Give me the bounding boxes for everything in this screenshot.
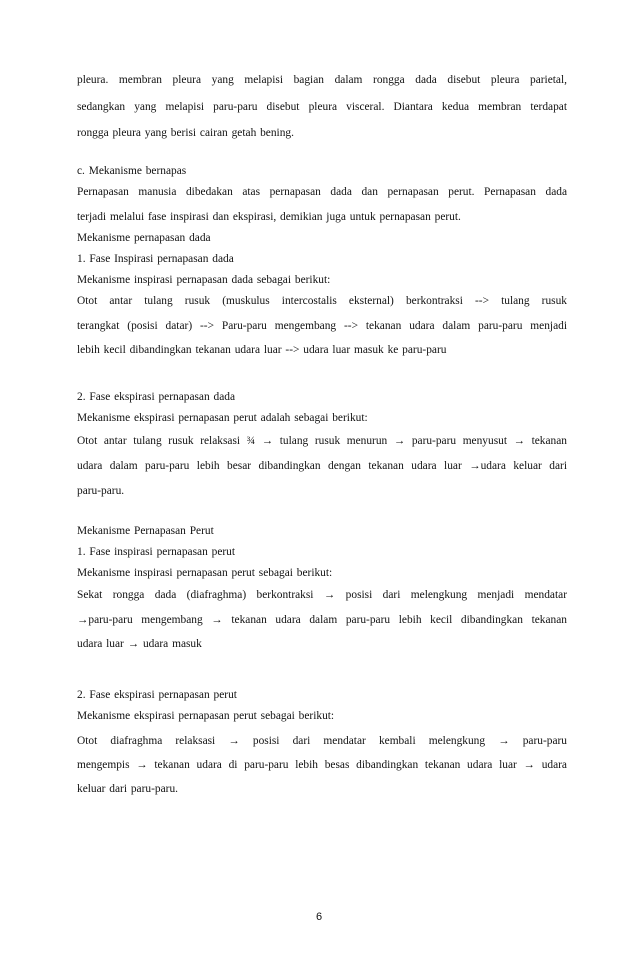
text-line: Pernapasan manusia dibedakan atas pernapasan dada dan pernapasan perut. Pernapasan dada — [77, 186, 567, 198]
text-line: Sekat rongga dada (diafraghma) berkontraksi → posisi dari melengkung menjadi mendatar — [77, 589, 567, 601]
text-line: Otot antar tulang rusuk (muskulus intercostalis eksternal) berkontraksi --> tulang rusuk — [77, 295, 567, 307]
text-line: Mekanisme ekspirasi pernapasan perut sebagai berikut: — [77, 710, 335, 722]
text-line: pleura. membran pleura yang melapisi bagian dalam rongga dada disebut pleura parietal, — [77, 74, 567, 86]
subheading: 2. Fase ekspirasi pernapasan perut — [77, 689, 237, 701]
text-line: terjadi melalui fase inspirasi dan ekspirasi, demikian juga untuk pernapasan perut. — [77, 211, 461, 223]
text-line: paru-paru. — [77, 485, 125, 497]
page-number: 6 — [315, 911, 323, 923]
subheading: 2. Fase ekspirasi pernapasan dada — [77, 391, 236, 403]
subheading: Mekanisme Pernapasan Perut — [77, 525, 214, 537]
subheading: 1. Fase inspirasi pernapasan perut — [77, 546, 236, 558]
text-line: terangkat (posisi datar) --> Paru-paru mengembang --> tekanan udara dalam paru-paru menjadi — [77, 320, 567, 332]
text-line: lebih kecil dibandingkan tekanan udara luar --> udara luar masuk ke paru-paru — [77, 344, 447, 356]
subheading: Mekanisme pernapasan dada — [77, 232, 211, 244]
text-line: udara luar → udara masuk — [77, 638, 202, 650]
text-line: →paru-paru mengembang → tekanan udara dalam paru-paru lebih kecil dibandingkan tekanan — [77, 614, 567, 626]
text-line: udara dalam paru-paru lebih besar dibandingkan dengan tekanan udara luar →udara keluar dari — [77, 460, 567, 472]
text-line: mengempis → tekanan udara di paru-paru lebih besas dibandingkan tekanan udara luar → udara — [77, 759, 567, 771]
text-line: Mekanisme inspirasi pernapasan dada sebagai berikut: — [77, 274, 331, 286]
text-line: sedangkan yang melapisi paru-paru disebut pleura visceral. Diantara kedua membran terdapat — [77, 101, 567, 113]
text-line: Otot diafraghma relaksasi → posisi dari mendatar kembali melengkung → paru-paru — [77, 735, 567, 747]
text-line: Otot antar tulang rusuk relaksasi ¾ → tulang rusuk menurun → paru-paru menyusut → tekanan — [77, 435, 567, 447]
section-heading: c. Mekanisme bernapas — [77, 165, 187, 177]
text-line: Mekanisme ekspirasi pernapasan perut adalah sebagai berikut: — [77, 412, 368, 424]
subheading: 1. Fase Inspirasi pernapasan dada — [77, 253, 234, 265]
text-line: Mekanisme inspirasi pernapasan perut sebagai berikut: — [77, 567, 333, 579]
text-line: keluar dari paru-paru. — [77, 783, 178, 795]
text-line: rongga pleura yang berisi cairan getah bening. — [77, 127, 294, 139]
